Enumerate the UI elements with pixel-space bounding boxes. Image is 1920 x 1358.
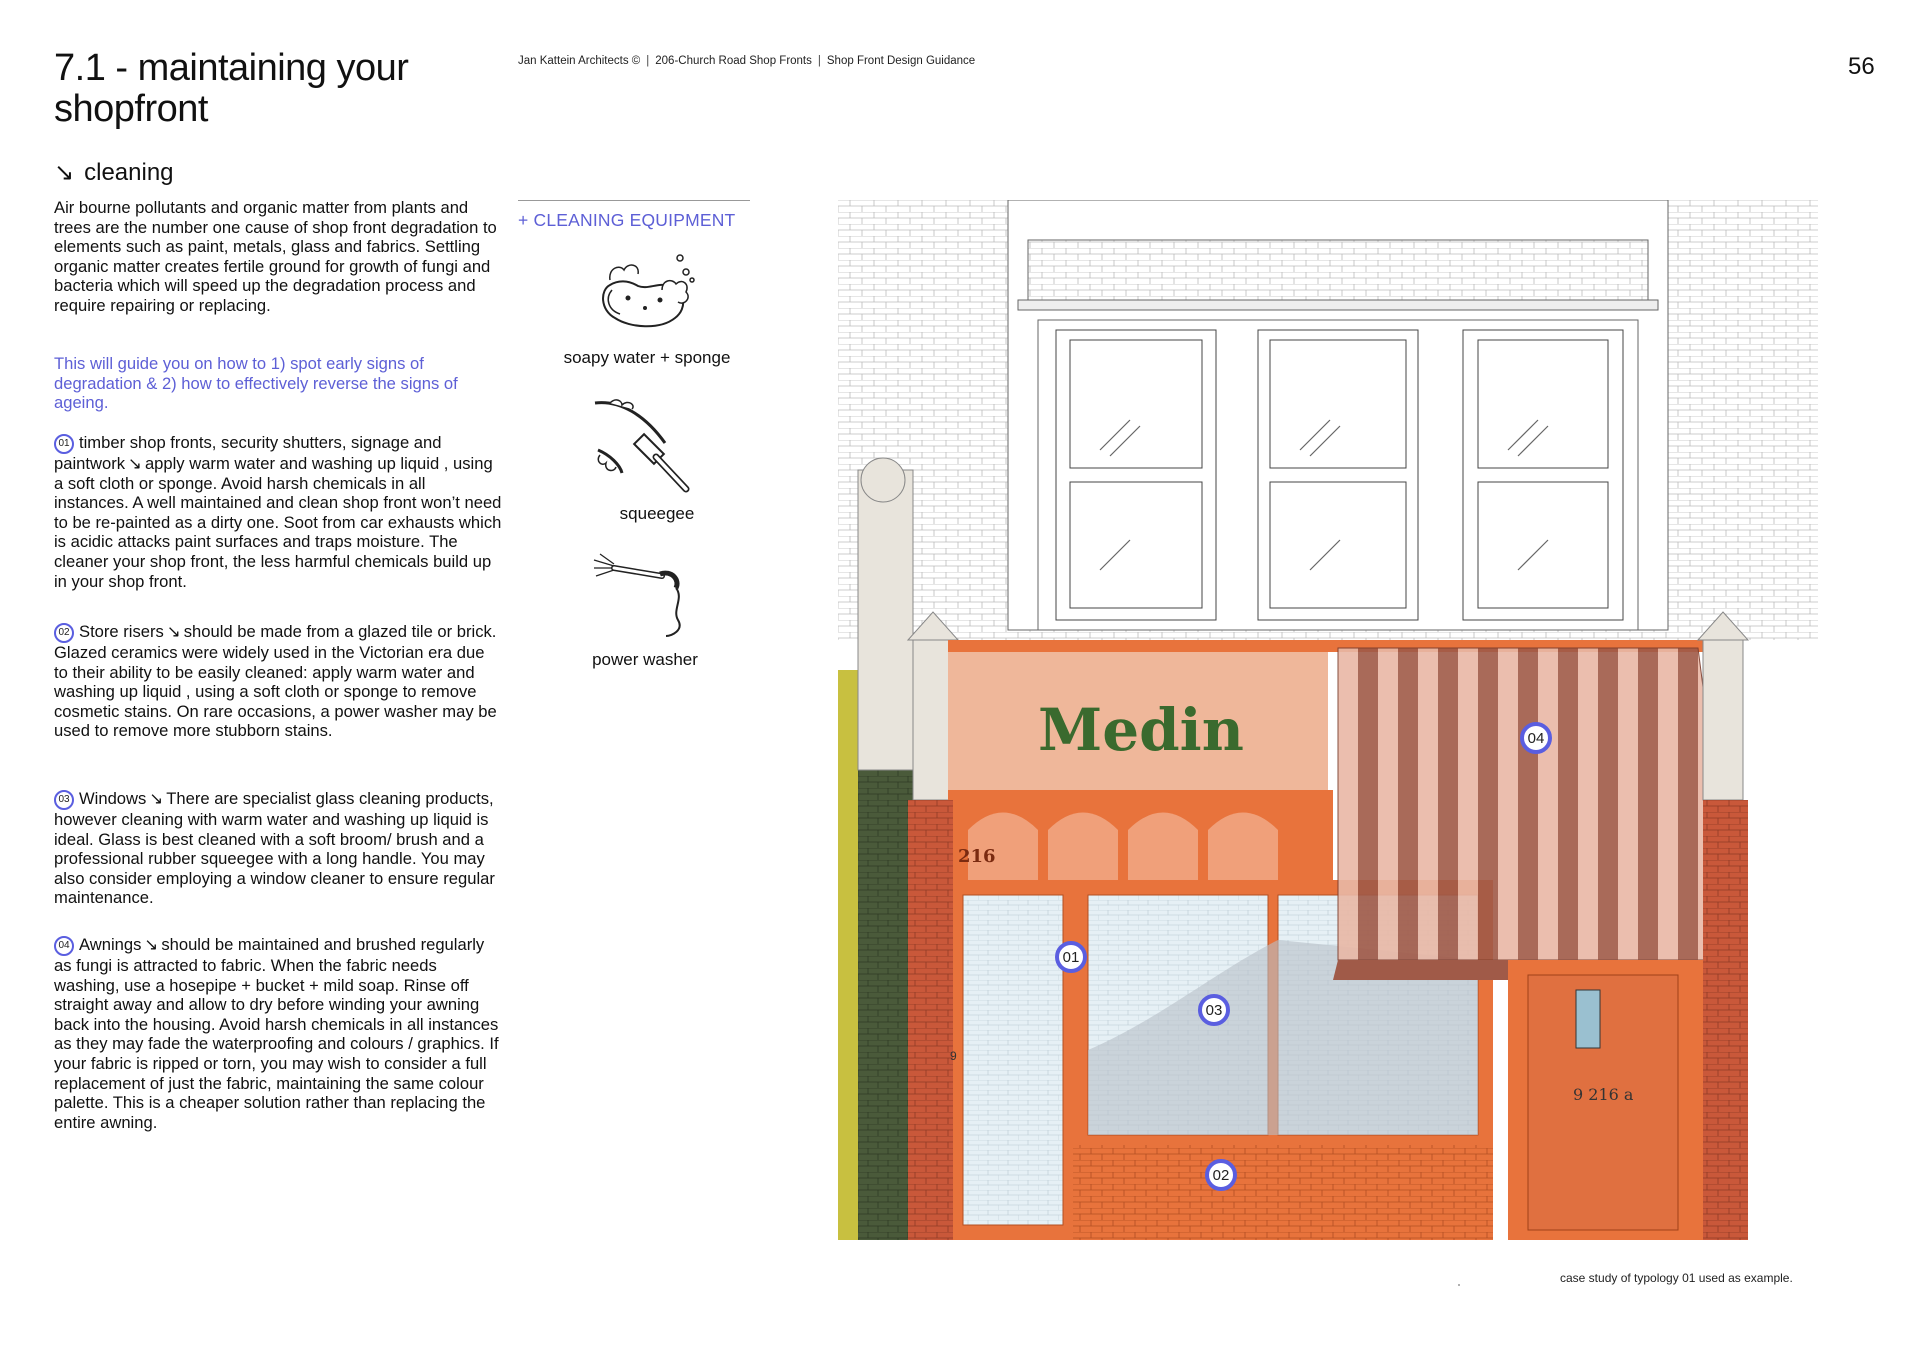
squeegee-icon — [590, 395, 710, 500]
item-text: There are specialist glass cleaning products, however cleaning with warm water and washing up liquid is ideal. Glass is best cleaned with a soft broom/ brush and a professional rubber squeegee with a long handle. You may also consider employing a window cleaner to ensure regular maintenance. — [54, 789, 495, 908]
figure-caption: case study of typology 01 used as example. — [1560, 1271, 1793, 1285]
meta-document: Shop Front Design Guidance — [826, 55, 976, 67]
cleaning-item-02 — [54, 622, 502, 741]
lead-text: This will guide you on how to 1) spot early signs of degradation & 2) how to effectively reverse the signs of ageing. — [54, 354, 458, 413]
cleaning-item-04 — [54, 935, 502, 1132]
header-meta — [518, 55, 975, 67]
item-text: should be maintained and brushed regularly as fungi is attracted to fabric. When the fabric needs washing, use a hosepipe + bucket + mild soap. Rinse off straight away and allow to dry before winding your awning back into the housing. Avoid harsh chemicals in all instances as they may fade the waterproofing and colours / graphics. If your fabric is ripped or torn, you may wish to consider a full replacement of just the fabric, maintaining the same colour palette. This is a cheaper solution rather than replacing the entire awning. — [54, 935, 499, 1132]
shopfront-illustration — [838, 200, 1818, 1240]
marker-01: 01 — [1062, 949, 1080, 966]
intro-paragraph — [54, 198, 502, 316]
item-text: apply warm water and washing up liquid , using a soft cloth or sponge. Avoid harsh chemicals in all instances. A well maintained and clean shop front won’t need to be re-painted as a dirty one. Soot from car exhausts which is acidic attacks paint surfaces and traps moisture. The cleaner your shop front, the less harmful chemicals build up in your shop front. — [54, 454, 502, 591]
arrow-down-right-icon: ↘ — [54, 159, 75, 186]
intro-text: Air bourne pollutants and organic matter from plants and trees are the number one cause of shop front degradation to elements such as paint, metals, glass and fabrics. Settling organic matter creates fertile ground for growth of fungi and bacteria which will speed up the degradation process and require repairing or replacing. — [54, 198, 497, 315]
page-title: 7.1 - maintaining your shopfront — [54, 47, 409, 130]
door-number: 9 216 a — [1573, 1085, 1634, 1104]
item-subject: timber shop fronts, security shutters, signage and paintwork — [54, 433, 442, 473]
meta-separator: | — [646, 55, 650, 67]
item-number-badge: 03 — [54, 790, 74, 810]
arrow-down-right-icon: ↘ — [128, 454, 142, 473]
item-subject: Awnings — [79, 935, 142, 954]
item-number-badge: 02 — [54, 623, 74, 643]
item-number-badge: 01 — [54, 434, 74, 454]
cleaning-item-03 — [54, 789, 502, 908]
meta-project: 206-Church Road Shop Fronts — [655, 55, 812, 67]
marker-03: 03 — [1205, 1002, 1223, 1019]
item-subject: Windows — [79, 789, 147, 808]
equipment-title: + CLEANING EQUIPMENT — [518, 210, 736, 230]
sign-text: Medin — [1038, 696, 1244, 764]
side-number: 9 — [950, 1049, 957, 1063]
arrow-down-right-icon: ↘ — [166, 622, 181, 641]
section-heading-label: cleaning — [84, 159, 174, 186]
item-number-badge: 04 — [54, 936, 74, 956]
meta-separator: | — [817, 55, 821, 67]
equipment-label-power-washer: power washer — [592, 650, 698, 669]
marker-02: 02 — [1212, 1167, 1230, 1184]
arrow-down-right-icon: ↘ — [149, 789, 164, 808]
equipment-label-sponge: soapy water + sponge — [563, 348, 731, 367]
equipment-divider — [518, 200, 750, 201]
section-heading — [54, 158, 174, 187]
power-washer-icon — [592, 540, 712, 640]
page-number: 56 — [1848, 53, 1875, 80]
item-subject: Store risers — [79, 622, 164, 641]
decorative-dot — [1458, 1284, 1460, 1286]
sponge-icon — [590, 250, 710, 340]
cleaning-item-01 — [54, 433, 502, 591]
meta-author: Jan Kattein Architects © — [518, 55, 641, 67]
item-text: should be made from a glazed tile or brick. Glazed ceramics were widely used in the Victorian era due to their ability to be easily cleaned: apply warm water and washing up liquid , using a soft cloth or sponge to remove cosmetic stains. On rare occasions, a power washer may be used to remove more stubborn stains. — [54, 622, 497, 741]
equipment-label-squeegee: squeegee — [619, 504, 695, 523]
lead-paragraph — [54, 354, 502, 413]
arrow-down-right-icon: ↘ — [144, 935, 159, 954]
marker-04: 04 — [1527, 730, 1545, 747]
street-number: 216 — [958, 846, 996, 867]
